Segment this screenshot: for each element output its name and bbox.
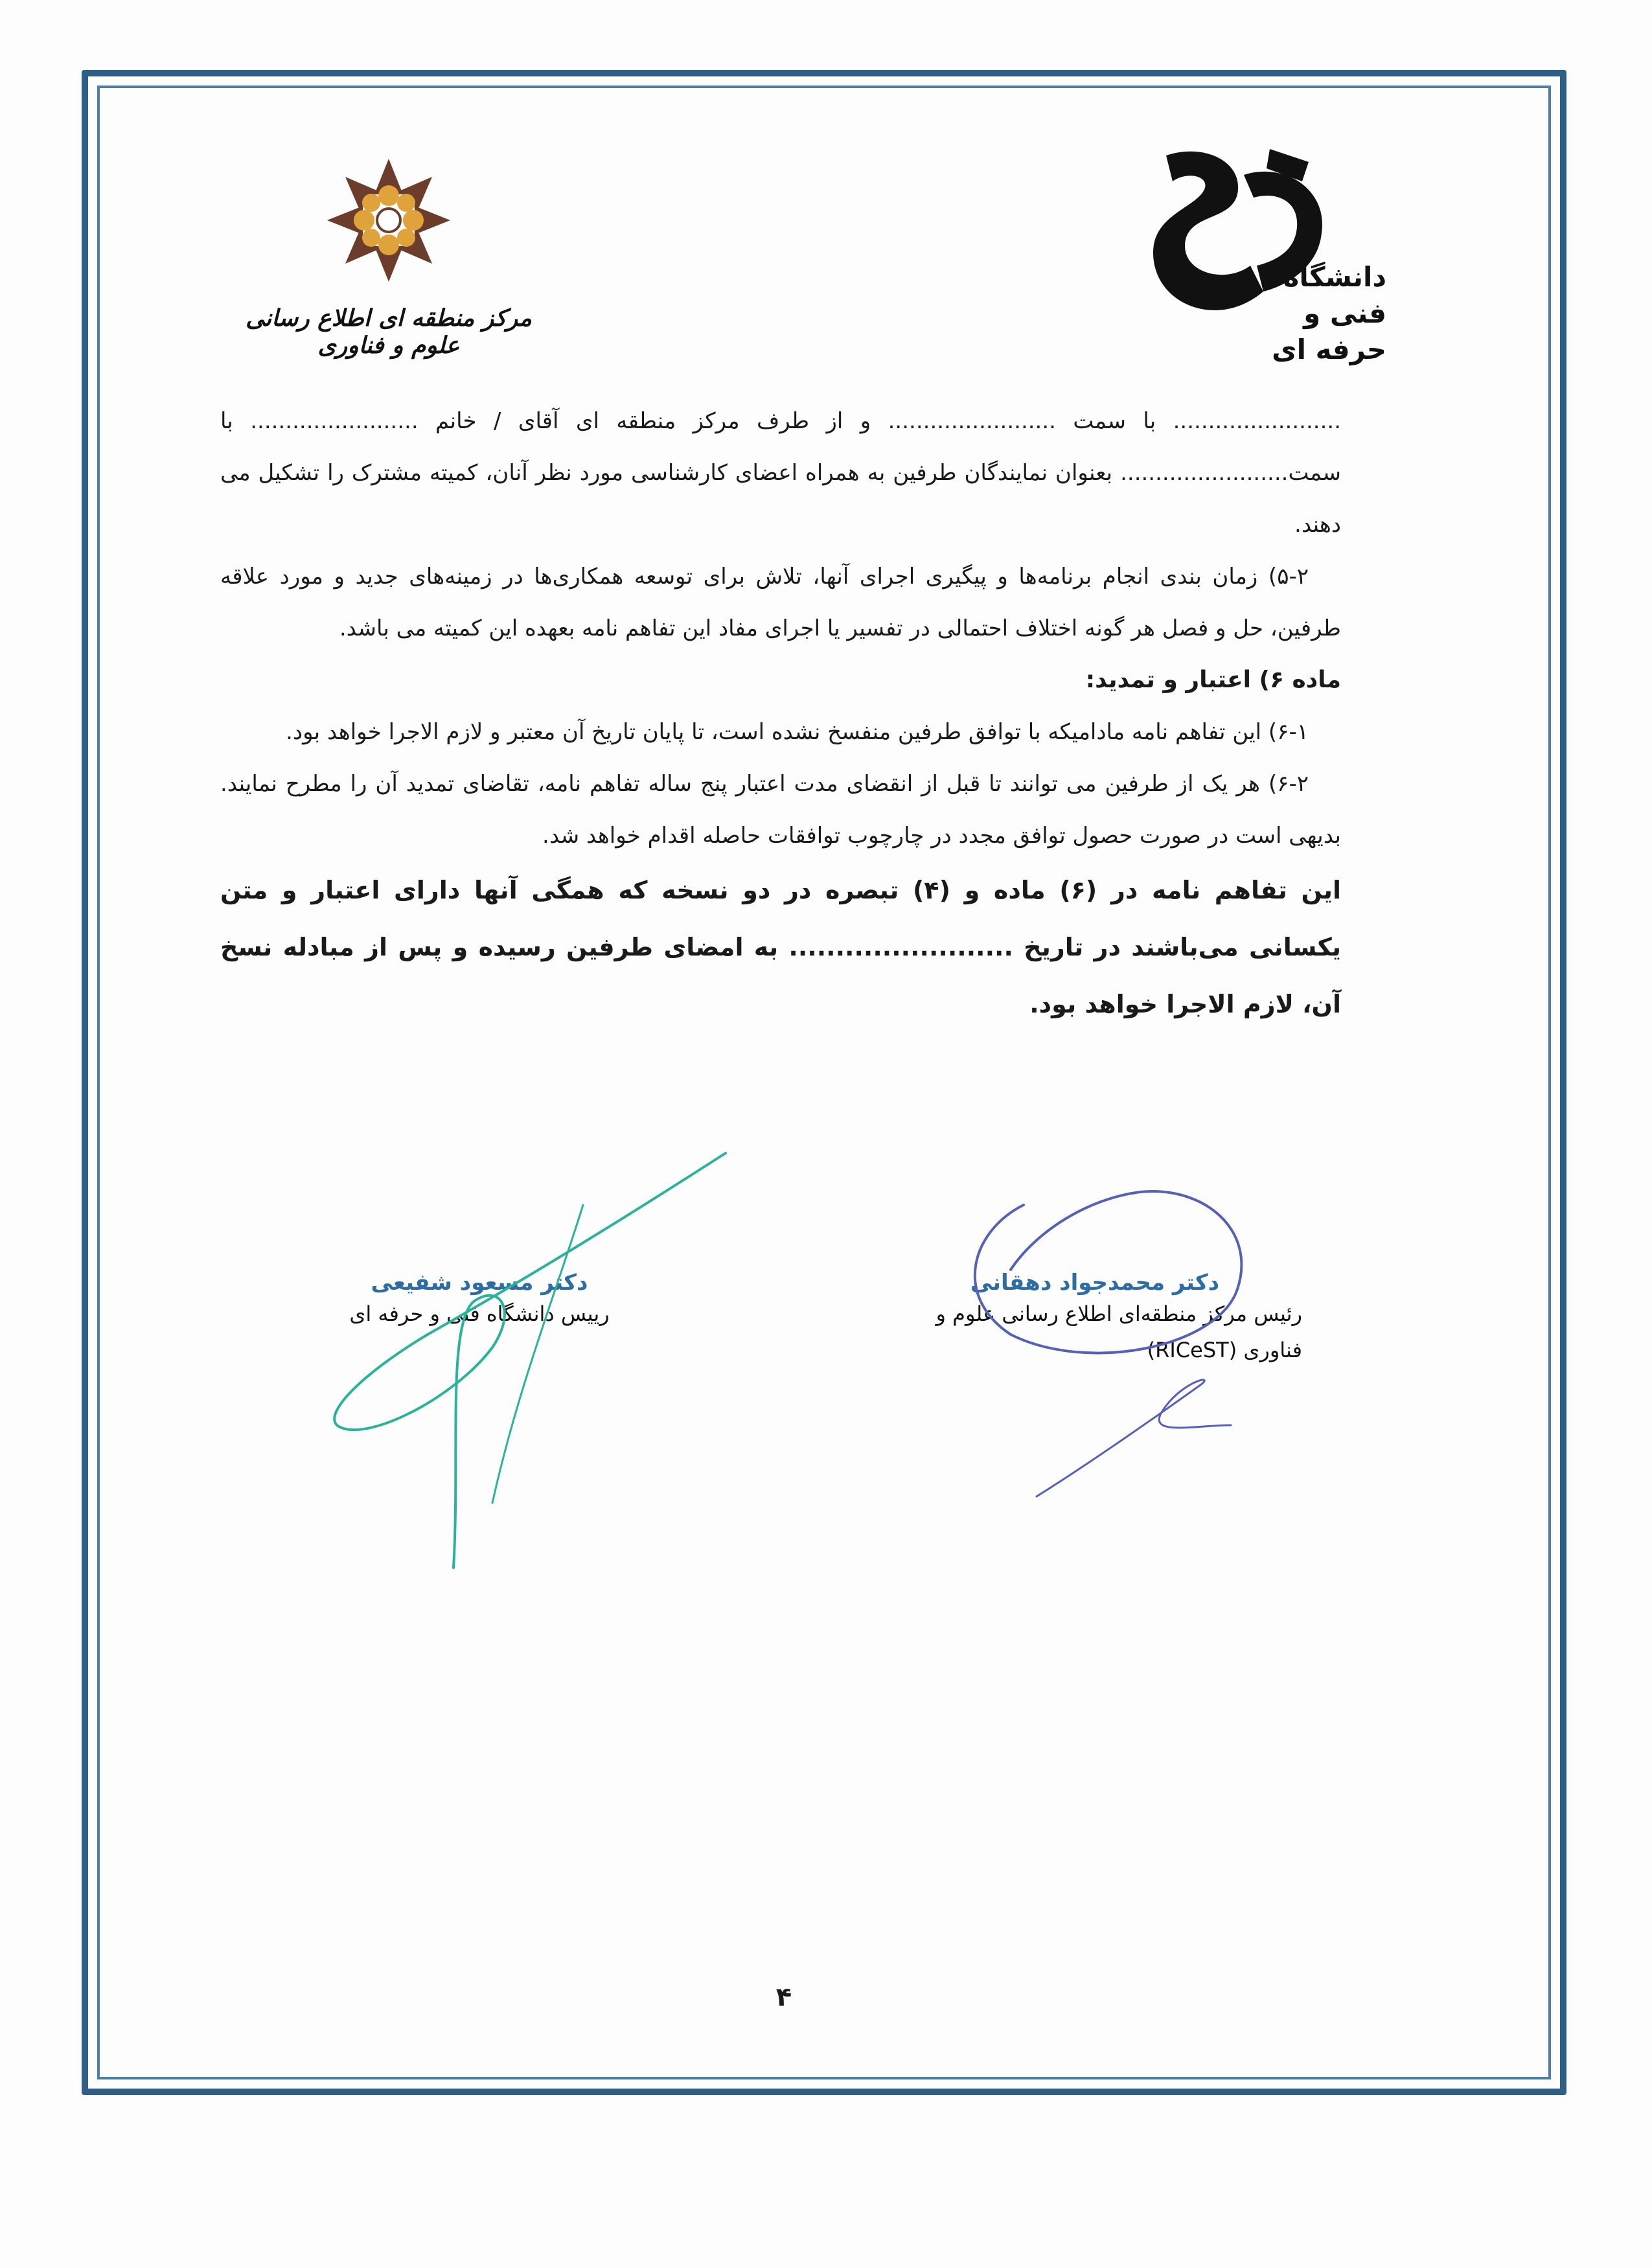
clause-6-2: ۶-۲) هر یک از طرفین می توانند تا قبل از انقضای مدت اعتبار پنج ساله تفاهم نامه، تقاضای تمدید آن را مطرح نمایند. بدیهی است در صورت حصول توافق مجدد در چارچوب توافقات حاصله اقدام خواهد شد. [220,771,1341,849]
signatory-title-ricest-line2: فناوری (RICeST) [1147,1338,1302,1362]
signature-teal-stroke [334,1153,726,1568]
closing-statement: این تفاهم نامه در (۶) ماده و (۴) تبصره در دو نسخه که همگی آنها دارای اعتبار و متن یکسانی می‌باشند در تاریخ ........................ به امضای طرفین رسیده و پس از مبادله نسخ آن، لازم الاجرا خواهد بود. [220,876,1342,1018]
university-logo-line1: دانشگاه [1283,261,1386,293]
university-logo-line2: فنی و حرفه ای [1272,297,1386,365]
signature-violet-stroke [975,1191,1241,1353]
page-number: ۴ [775,1982,792,2012]
clause-6-1: ۶-۱) این تفاهم نامه مادامیکه با توافق طرفین منفسخ نشده است، تا پایان تاریخ آن معتبر و لازم الاجرا خواهد بود. [286,719,1309,745]
committee-paragraph: ........................ با سمت ........................ و از طرف مرکز منطقه ای آقای / خانم ........................ با سمت........................ بعنوان نمایندگان طرفین به همراه اعضای کارشناسی مورد نظر آنان، کمیته مشترک را تشکیل می دهند. [220,408,1341,538]
signatory-name-ricest: دکتر محمدجواد دهقانی [970,1270,1220,1296]
signature-violet-stroke-2 [1037,1380,1231,1496]
signatory-title-university: رییس دانشگاه فنی و حرفه ای [349,1301,610,1326]
signature-teal-stroke-2 [492,1205,583,1503]
ricest-logo-caption: مرکز منطقه ای اطلاع رسانی علوم و فناوری [246,304,532,359]
clause-5-2: ۵-۲) زمان بندی انجام برنامه‌ها و پیگیری اجرای آنها، تلاش برای توسعه همکاری‌ها در زمینه‌های جدید و مورد علاقه طرفین، حل و فصل هر گونه اختلاف احتمالی در تفسیر یا اجرای مفاد این تفاهم نامه بعهده این کمیته می باشد. [220,564,1341,641]
signatory-name-university: دکتر مسعود شفیعی [371,1270,588,1296]
article-6-heading: ماده ۶) اعتبار و تمدید: [1085,667,1341,693]
signatory-title-ricest-line1: رئیس مرکز منطقه‌ای اطلاع رسانی علوم و [935,1301,1302,1326]
